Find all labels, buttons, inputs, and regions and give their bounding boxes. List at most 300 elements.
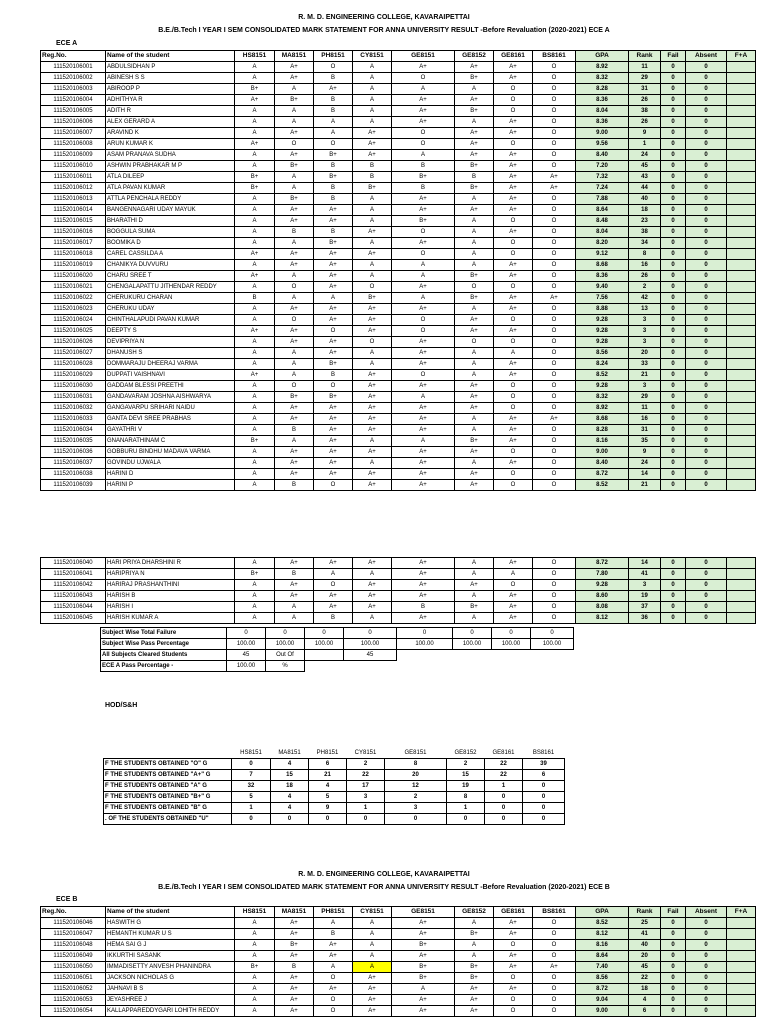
grade-cell: A bbox=[353, 962, 392, 973]
grade-cell: A+ bbox=[392, 194, 455, 205]
column-header: Fail bbox=[661, 51, 686, 62]
fail-count-cell: 0 bbox=[661, 929, 686, 940]
grade-cell: A bbox=[235, 348, 275, 359]
rank-cell: 3 bbox=[629, 337, 661, 348]
grade-cell: O bbox=[494, 480, 533, 491]
fail-absent-cell bbox=[727, 962, 756, 973]
statement-title-a: B.E./B.Tech I YEAR I SEM CONSOLIDATED MARK STATEMENT FOR ANNA UNIVERSITY RESULT -Before Revaluation (2020-2021) ECE A bbox=[158, 27, 610, 34]
fail-count-cell: 0 bbox=[661, 293, 686, 304]
reg-no-cell: 111520106043 bbox=[41, 591, 106, 602]
subject-code: BS8161 bbox=[532, 750, 555, 756]
grade-cell: O bbox=[494, 84, 533, 95]
grade-cell: A+ bbox=[455, 128, 494, 139]
grade-cell: A+ bbox=[353, 315, 392, 326]
grade-cell: A bbox=[275, 359, 314, 370]
table-row bbox=[41, 326, 756, 337]
fail-absent-cell bbox=[727, 205, 756, 216]
grade-cell: O bbox=[533, 480, 576, 491]
grade-cell: A bbox=[235, 602, 275, 613]
student-name-cell: BHARATHI D bbox=[106, 216, 235, 227]
rank-cell: 41 bbox=[629, 929, 661, 940]
fail-absent-cell bbox=[727, 403, 756, 414]
grade-cell: A bbox=[235, 150, 275, 161]
grade-cell: A+ bbox=[314, 271, 353, 282]
grade-count-value: 0 bbox=[523, 814, 565, 825]
absent-count-cell: 0 bbox=[686, 62, 727, 73]
column-header: BS8161 bbox=[533, 51, 576, 62]
grade-cell: A+ bbox=[353, 591, 392, 602]
gpa-cell: 9.28 bbox=[576, 337, 629, 348]
fail-absent-cell bbox=[727, 194, 756, 205]
grade-cell: A bbox=[275, 602, 314, 613]
grade-cell: O bbox=[494, 238, 533, 249]
grade-count-value: 20 bbox=[385, 770, 447, 781]
absent-count-cell: 0 bbox=[686, 238, 727, 249]
grade-cell: A+ bbox=[494, 918, 533, 929]
grade-cell: A+ bbox=[455, 139, 494, 150]
grade-count-value: 4 bbox=[271, 759, 309, 770]
fail-count-cell: 0 bbox=[661, 260, 686, 271]
absent-count-cell: 0 bbox=[686, 613, 727, 624]
grade-cell: A+ bbox=[314, 940, 353, 951]
student-name-cell: KALLAPPAREDDYGARI LOHITH REDDY bbox=[106, 1006, 235, 1017]
grade-cell: A+ bbox=[455, 150, 494, 161]
grade-cell: A bbox=[455, 414, 494, 425]
grade-cell: A+ bbox=[314, 260, 353, 271]
grade-cell: A+ bbox=[392, 62, 455, 73]
grade-cell: A+ bbox=[314, 436, 353, 447]
gpa-cell: 9.28 bbox=[576, 315, 629, 326]
column-header: GE8152 bbox=[455, 907, 494, 918]
table-row bbox=[41, 447, 756, 458]
grade-cell: A bbox=[235, 918, 275, 929]
reg-no-cell: 111520106023 bbox=[41, 304, 106, 315]
grade-cell: A bbox=[353, 458, 392, 469]
grade-cell: A+ bbox=[353, 425, 392, 436]
grade-cell: A+ bbox=[275, 414, 314, 425]
rank-cell: 9 bbox=[629, 128, 661, 139]
grade-cell: A+ bbox=[494, 304, 533, 315]
grade-cell: A+ bbox=[235, 370, 275, 381]
reg-no-cell: 111520106015 bbox=[41, 216, 106, 227]
student-name-cell: ABINESH S S bbox=[106, 73, 235, 84]
percent-sign: % bbox=[266, 661, 305, 672]
table-row bbox=[41, 403, 756, 414]
grade-cell: A bbox=[235, 337, 275, 348]
grade-cell: O bbox=[533, 348, 576, 359]
grade-cell: A+ bbox=[353, 381, 392, 392]
grade-cell: B+ bbox=[455, 929, 494, 940]
grade-cell: O bbox=[533, 558, 576, 569]
fail-count-cell: 0 bbox=[661, 403, 686, 414]
grade-cell: A bbox=[314, 918, 353, 929]
fail-absent-cell bbox=[727, 227, 756, 238]
reg-no-cell: 111520106011 bbox=[41, 172, 106, 183]
rank-cell: 3 bbox=[629, 315, 661, 326]
rank-cell: 45 bbox=[629, 161, 661, 172]
student-name-cell: CHANIKYA DUVVURU bbox=[106, 260, 235, 271]
absent-count-cell: 0 bbox=[686, 359, 727, 370]
gpa-cell: 8.12 bbox=[576, 613, 629, 624]
reg-no-cell: 111520106028 bbox=[41, 359, 106, 370]
student-name-cell: DUPPATI VAISHNAVI bbox=[106, 370, 235, 381]
grade-cell: B+ bbox=[392, 172, 455, 183]
grade-cell: A+ bbox=[494, 271, 533, 282]
absent-count-cell: 0 bbox=[686, 469, 727, 480]
absent-count-cell: 0 bbox=[686, 951, 727, 962]
grade-cell: A+ bbox=[314, 447, 353, 458]
grade-cell: B+ bbox=[392, 973, 455, 984]
column-header: GE8161 bbox=[494, 907, 533, 918]
fail-absent-cell bbox=[727, 150, 756, 161]
reg-no-cell: 111520106002 bbox=[41, 73, 106, 84]
absent-count-cell: 0 bbox=[686, 348, 727, 359]
fail-count-cell: 0 bbox=[661, 359, 686, 370]
grade-cell: A bbox=[235, 414, 275, 425]
fail-count-cell: 0 bbox=[661, 558, 686, 569]
fail-absent-cell bbox=[727, 425, 756, 436]
fail-absent-cell bbox=[727, 918, 756, 929]
grade-cell: A+ bbox=[455, 403, 494, 414]
table-row bbox=[41, 591, 756, 602]
grade-cell: B bbox=[455, 172, 494, 183]
grade-cell: O bbox=[314, 139, 353, 150]
absent-count-cell: 0 bbox=[686, 216, 727, 227]
grade-cell: A bbox=[392, 984, 455, 995]
rank-cell: 35 bbox=[629, 436, 661, 447]
student-name-cell: BOOMIKA D bbox=[106, 238, 235, 249]
gpa-cell: 7.24 bbox=[576, 183, 629, 194]
rank-cell: 19 bbox=[629, 591, 661, 602]
gpa-cell: 8.32 bbox=[576, 73, 629, 84]
table-row bbox=[41, 84, 756, 95]
grade-cell: B bbox=[275, 962, 314, 973]
grade-cell: A+ bbox=[235, 326, 275, 337]
absent-count-cell: 0 bbox=[686, 480, 727, 491]
student-name-cell: ALEX GERARD A bbox=[106, 117, 235, 128]
grade-count-value: 4 bbox=[271, 803, 309, 814]
grade-count-label: . OF THE STUDENTS OBTAINED "U" bbox=[104, 814, 232, 825]
gpa-cell: 9.00 bbox=[576, 1006, 629, 1017]
fail-count-cell: 0 bbox=[661, 591, 686, 602]
subject-code: PH8151 bbox=[316, 750, 339, 756]
grade-cell: A+ bbox=[353, 414, 392, 425]
grade-cell: A bbox=[235, 558, 275, 569]
grade-cell: A bbox=[235, 995, 275, 1006]
grade-cell: O bbox=[275, 139, 314, 150]
grade-count-label: F THE STUDENTS OBTAINED "A+" G bbox=[104, 770, 232, 781]
grade-cell: B bbox=[392, 161, 455, 172]
grade-cell: B bbox=[314, 73, 353, 84]
grade-cell: A+ bbox=[392, 304, 455, 315]
table-row bbox=[41, 117, 756, 128]
grade-cell: B+ bbox=[275, 194, 314, 205]
grade-cell: A bbox=[353, 95, 392, 106]
grade-cell: O bbox=[494, 392, 533, 403]
gpa-cell: 9.40 bbox=[576, 282, 629, 293]
grade-cell: A+ bbox=[494, 194, 533, 205]
fail-absent-cell bbox=[727, 348, 756, 359]
grade-cell: A+ bbox=[494, 558, 533, 569]
grade-cell: A+ bbox=[494, 326, 533, 337]
student-name-cell: JEYASHREE J bbox=[106, 995, 235, 1006]
grade-cell: O bbox=[314, 995, 353, 1006]
gpa-cell: 9.00 bbox=[576, 128, 629, 139]
table-row bbox=[41, 995, 756, 1006]
reg-no-cell: 111520106017 bbox=[41, 238, 106, 249]
grade-cell: B bbox=[353, 161, 392, 172]
fail-absent-cell bbox=[727, 128, 756, 139]
grade-cell: O bbox=[392, 315, 455, 326]
reg-no-cell: 111520106042 bbox=[41, 580, 106, 591]
absent-count-cell: 0 bbox=[686, 249, 727, 260]
reg-no-cell: 111520106047 bbox=[41, 929, 106, 940]
grade-cell: A bbox=[235, 106, 275, 117]
grade-cell: A+ bbox=[353, 150, 392, 161]
grade-cell: O bbox=[533, 425, 576, 436]
grade-cell: A+ bbox=[455, 580, 494, 591]
grade-cell: A+ bbox=[275, 995, 314, 1006]
column-header: GE8152 bbox=[455, 51, 494, 62]
grade-cell: A bbox=[455, 227, 494, 238]
grade-count-value: 1 bbox=[232, 803, 271, 814]
grade-cell: A bbox=[235, 216, 275, 227]
rank-cell: 40 bbox=[629, 194, 661, 205]
grade-cell: A+ bbox=[494, 227, 533, 238]
grade-cell: B bbox=[275, 425, 314, 436]
grade-cell: A+ bbox=[275, 929, 314, 940]
grade-cell: A bbox=[392, 436, 455, 447]
student-name-cell: DOMMARAJU DHEERAJ VARMA bbox=[106, 359, 235, 370]
absent-count-cell: 0 bbox=[686, 381, 727, 392]
grade-cell: B+ bbox=[235, 962, 275, 973]
table-row bbox=[41, 469, 756, 480]
grade-cell: A bbox=[275, 436, 314, 447]
grade-cell: A+ bbox=[392, 458, 455, 469]
grade-cell: B+ bbox=[275, 161, 314, 172]
out-of-count: 45 bbox=[344, 650, 397, 661]
column-header: BS8161 bbox=[533, 907, 576, 918]
student-name-cell: ADHITHYA R bbox=[106, 95, 235, 106]
grade-count-value: 15 bbox=[271, 770, 309, 781]
grade-cell: B+ bbox=[353, 183, 392, 194]
grade-cell: B bbox=[275, 569, 314, 580]
gpa-cell: 8.52 bbox=[576, 480, 629, 491]
grade-cell: A+ bbox=[455, 315, 494, 326]
college-title-b: R. M. D. ENGINEERING COLLEGE, KAVARAIPETTAI bbox=[298, 871, 470, 878]
table-row bbox=[41, 249, 756, 260]
grade-cell: O bbox=[533, 951, 576, 962]
grade-cell: B bbox=[314, 370, 353, 381]
grade-cell: A+ bbox=[353, 139, 392, 150]
grade-cell: B+ bbox=[235, 84, 275, 95]
fail-absent-cell bbox=[727, 139, 756, 150]
failure-value: 0 bbox=[492, 628, 531, 639]
grade-cell: A bbox=[353, 216, 392, 227]
gpa-cell: 8.68 bbox=[576, 260, 629, 271]
gpa-cell: 8.48 bbox=[576, 216, 629, 227]
grade-count-value: 22 bbox=[347, 770, 385, 781]
grade-cell: A+ bbox=[455, 62, 494, 73]
fail-count-cell: 0 bbox=[661, 271, 686, 282]
grade-cell: A+ bbox=[353, 580, 392, 591]
grade-cell: A bbox=[455, 558, 494, 569]
grade-cell: O bbox=[533, 436, 576, 447]
table-row bbox=[41, 414, 756, 425]
student-name-cell: CHERUKURU CHARAN bbox=[106, 293, 235, 304]
column-header: Rank bbox=[629, 51, 661, 62]
rank-cell: 3 bbox=[629, 326, 661, 337]
fail-count-cell: 0 bbox=[661, 227, 686, 238]
fail-absent-cell bbox=[727, 172, 756, 183]
grade-cell: A bbox=[235, 238, 275, 249]
pass-pct-value: 100.00 bbox=[305, 639, 344, 650]
reg-no-cell: 111520106009 bbox=[41, 150, 106, 161]
fail-count-cell: 0 bbox=[661, 128, 686, 139]
grade-cell: B+ bbox=[455, 602, 494, 613]
grade-cell: A+ bbox=[494, 183, 533, 194]
fail-absent-cell bbox=[727, 591, 756, 602]
fail-count-cell: 0 bbox=[661, 348, 686, 359]
grade-cell: A+ bbox=[275, 205, 314, 216]
grade-cell: A bbox=[235, 973, 275, 984]
failure-value: 0 bbox=[531, 628, 574, 639]
grade-cell: A+ bbox=[494, 436, 533, 447]
grade-cell: A+ bbox=[275, 73, 314, 84]
grade-cell: B+ bbox=[455, 973, 494, 984]
student-name-cell: ATLA DILEEP bbox=[106, 172, 235, 183]
grade-count-value: 12 bbox=[385, 781, 447, 792]
grade-cell: A bbox=[275, 172, 314, 183]
reg-no-cell: 111520106036 bbox=[41, 447, 106, 458]
grade-cell: B+ bbox=[455, 436, 494, 447]
grade-cell: A bbox=[455, 348, 494, 359]
grade-cell: O bbox=[533, 602, 576, 613]
grade-distribution-table bbox=[103, 748, 565, 825]
grade-cell: A+ bbox=[275, 216, 314, 227]
student-name-cell: HARI PRIYA DHARSHINI R bbox=[106, 558, 235, 569]
reg-no-cell: 111520106008 bbox=[41, 139, 106, 150]
failure-value: 0 bbox=[453, 628, 492, 639]
grade-cell: B bbox=[392, 183, 455, 194]
reg-no-cell: 111520106053 bbox=[41, 995, 106, 1006]
grade-cell: O bbox=[494, 403, 533, 414]
grade-cell: A+ bbox=[353, 480, 392, 491]
table-row bbox=[41, 337, 756, 348]
fail-absent-cell bbox=[727, 984, 756, 995]
grade-cell: A bbox=[235, 591, 275, 602]
grade-cell: B+ bbox=[235, 436, 275, 447]
distribution-row bbox=[104, 759, 565, 770]
student-name-cell: ARUN KUMAR K bbox=[106, 139, 235, 150]
reg-no-cell: 111520106031 bbox=[41, 392, 106, 403]
summary-row-pass-pct bbox=[40, 639, 574, 650]
distribution-row bbox=[104, 770, 565, 781]
gpa-cell: 8.40 bbox=[576, 458, 629, 469]
grade-count-value: 4 bbox=[271, 792, 309, 803]
grade-cell: A+ bbox=[494, 613, 533, 624]
fail-absent-cell bbox=[727, 271, 756, 282]
grade-cell: A bbox=[235, 392, 275, 403]
gpa-cell: 8.16 bbox=[576, 436, 629, 447]
column-header: Reg.No. bbox=[41, 51, 106, 62]
gpa-cell: 8.28 bbox=[576, 84, 629, 95]
grade-cell: A+ bbox=[533, 962, 576, 973]
grade-cell: A bbox=[455, 918, 494, 929]
gpa-cell: 8.56 bbox=[576, 973, 629, 984]
fail-absent-cell bbox=[727, 458, 756, 469]
grade-cell: B+ bbox=[455, 293, 494, 304]
table-row bbox=[41, 194, 756, 205]
grade-cell: O bbox=[455, 282, 494, 293]
student-name-cell: ASHWIN PRABHAKAR M P bbox=[106, 161, 235, 172]
grade-cell: A bbox=[455, 613, 494, 624]
grade-cell: A bbox=[353, 940, 392, 951]
gpa-cell: 8.36 bbox=[576, 117, 629, 128]
grade-cell: A bbox=[235, 480, 275, 491]
fail-absent-cell bbox=[727, 183, 756, 194]
gpa-cell: 8.04 bbox=[576, 106, 629, 117]
grade-count-value: 0 bbox=[523, 803, 565, 814]
grade-count-value: 1 bbox=[485, 781, 523, 792]
grade-count-value: 2 bbox=[447, 759, 485, 770]
reg-no-cell: 111520106049 bbox=[41, 951, 106, 962]
fail-count-cell: 0 bbox=[661, 392, 686, 403]
gpa-cell: 8.92 bbox=[576, 62, 629, 73]
grade-cell: A bbox=[235, 940, 275, 951]
grade-cell: A bbox=[392, 84, 455, 95]
rank-cell: 21 bbox=[629, 370, 661, 381]
grade-cell: A+ bbox=[314, 304, 353, 315]
grade-count-value: 21 bbox=[309, 770, 347, 781]
grade-cell: A+ bbox=[392, 403, 455, 414]
grade-cell: A bbox=[455, 940, 494, 951]
subject-code: HS8151 bbox=[240, 750, 262, 756]
absent-count-cell: 0 bbox=[686, 84, 727, 95]
grade-count-value: 8 bbox=[385, 759, 447, 770]
absent-count-cell: 0 bbox=[686, 194, 727, 205]
grade-cell: A+ bbox=[353, 128, 392, 139]
grade-cell: A+ bbox=[455, 469, 494, 480]
grade-cell: B bbox=[235, 293, 275, 304]
grade-cell: O bbox=[533, 282, 576, 293]
grade-cell: A+ bbox=[353, 995, 392, 1006]
fail-count-cell: 0 bbox=[661, 183, 686, 194]
rank-cell: 2 bbox=[629, 282, 661, 293]
table-row bbox=[41, 139, 756, 150]
grade-count-value: 22 bbox=[485, 770, 523, 781]
rank-cell: 16 bbox=[629, 414, 661, 425]
fail-absent-cell bbox=[727, 558, 756, 569]
fail-absent-cell bbox=[727, 62, 756, 73]
grade-cell: B+ bbox=[455, 161, 494, 172]
grade-cell: O bbox=[494, 216, 533, 227]
gpa-cell: 9.04 bbox=[576, 995, 629, 1006]
failure-value: 0 bbox=[344, 628, 397, 639]
grade-cell: A+ bbox=[494, 591, 533, 602]
reg-no-cell: 111520106034 bbox=[41, 425, 106, 436]
grade-cell: A bbox=[235, 929, 275, 940]
grade-cell: A bbox=[455, 194, 494, 205]
table-row bbox=[41, 1006, 756, 1017]
absent-count-cell: 0 bbox=[686, 139, 727, 150]
gpa-cell: 8.40 bbox=[576, 150, 629, 161]
gpa-cell: 9.28 bbox=[576, 381, 629, 392]
table-row bbox=[41, 425, 756, 436]
gpa-cell: 8.64 bbox=[576, 205, 629, 216]
fail-count-cell: 0 bbox=[661, 106, 686, 117]
failure-value: 0 bbox=[266, 628, 305, 639]
